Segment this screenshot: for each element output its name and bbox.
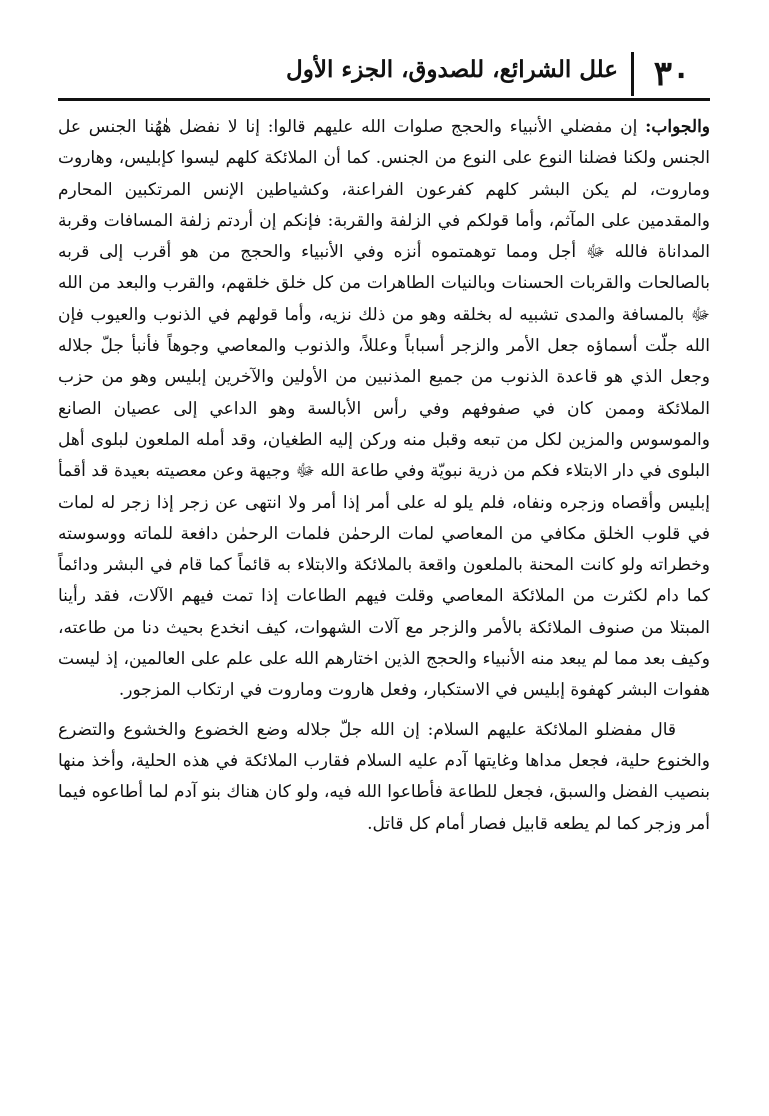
paragraph-angels	[58, 715, 710, 840]
body-text	[58, 112, 710, 840]
paragraph-text: قال مفضلو الملائكة عليهم السلام: إن الله جلّ جلاله وضع الخضوع والخشوع والتضرع والخنوع حلية، فجعل مداها وغايتها آدم عليه السلام فقارب الملائكة في هذه الحلية، وأخذ منها بنصيب الفضل والسبق، فجعل للطاعة فأطاعوا الله فيه، ولو كان هناك بنو آدم لما أطاعوه فيما أمر وزجر كما لم يطعه قابيل فصار أمام كل قاتل.	[58, 719, 710, 834]
answer-lead: والجواب:	[645, 117, 710, 137]
paragraph-text: إن مفضلي الأنبياء والحجج صلوات الله عليهم قالوا: إنا لا نفضل هٰهُنا الجنس عل الجنس ولكنا فضلنا النوع على النوع من الجنس. كما أن الملائكة كلهم ليسوا كإبليس، وهاروت وماروت، لم يكن البشر كلهم كفرعون الفراعنة، وكشياطين الإنس المرتكبين المحارم والمقدمين على المآثم، وأما قولكم في الزلفة والقربة: فإنكم إن أردتم زلفة المسافات وقربة المداناة فالله ﷻ أجل ومما توهمتموه أنزه وفي الأنبياء والحجج من هو أقرب إلى قربه بالصالحات والقربات الحسنات وبالنيات الطاهرات من كل خلق خلقهم، والقرب والبعد من الله ﷻ بالمسافة والمدى تشبيه له بخلقه وهو من ذلك نزيه، وأما قولهم في الذنوب والعيوب فإن الله جلّت أسماؤه جعل الأمر والزجر أسباباً وعللاً، والذنوب والمعاصي وجوهاً فأنبأ جلّ جلاله وجعل الذي هو قاعدة الذنوب من جميع المذنبين من الأولين والآخرين إبليس وهو من حزب الملائكة وممن كان في صفوفهم وفي رأس الأبالسة وهو الداعي إلى عصيان الصانع والموسوس والمزين لكل من تبعه وقبل منه وركن إليه الطغيان، وقد أمله الملعون لبلوى أهل البلوى في دار الابتلاء فكم من ذرية نبويّة وفي طاعة الله ﷻ وجيهة وعن معصيته بعيدة قد أقمأ إبليس وأقصاه وزجره ونفاه، فلم يلو له على أمر إذا أمر ولا انتهى عن زجر إذا زجر له لمات في قلوب الخلق مكافي من المعاصي لمات الرحمٰن فلمات الرحمٰن دافعة للماته ووسوسته وخطراته ولو كانت المحنة بالملعون واقعة بالملائكة والابتلاء به قائماً كما قام في البشر ودائماً كما دام لكثرت من الملائكة المعاصي وقلت فيهم الطاعات إذا تمت فيهم الآلات، فقد رأينا المبتلا من صنوف الملائكة بالأمر والزجر مع آلات الشهوات، كيف انخدع بحيث دنا من طاعته، وكيف بعد مما لم يبعد منه الأنبياء والحجج الذين اختارهم الله على علم على العالمين، إذ ليست هفوات البشر كهفوة إبليس في الاستكبار، وفعل هاروت وماروت في ارتكاب المزجور.	[58, 117, 710, 701]
page-header	[58, 48, 710, 101]
paragraph-answer	[58, 112, 710, 707]
running-title: علل الشرائع، للصدوق، الجزء الأول	[286, 56, 618, 83]
page-number: ٣٠	[631, 52, 710, 96]
